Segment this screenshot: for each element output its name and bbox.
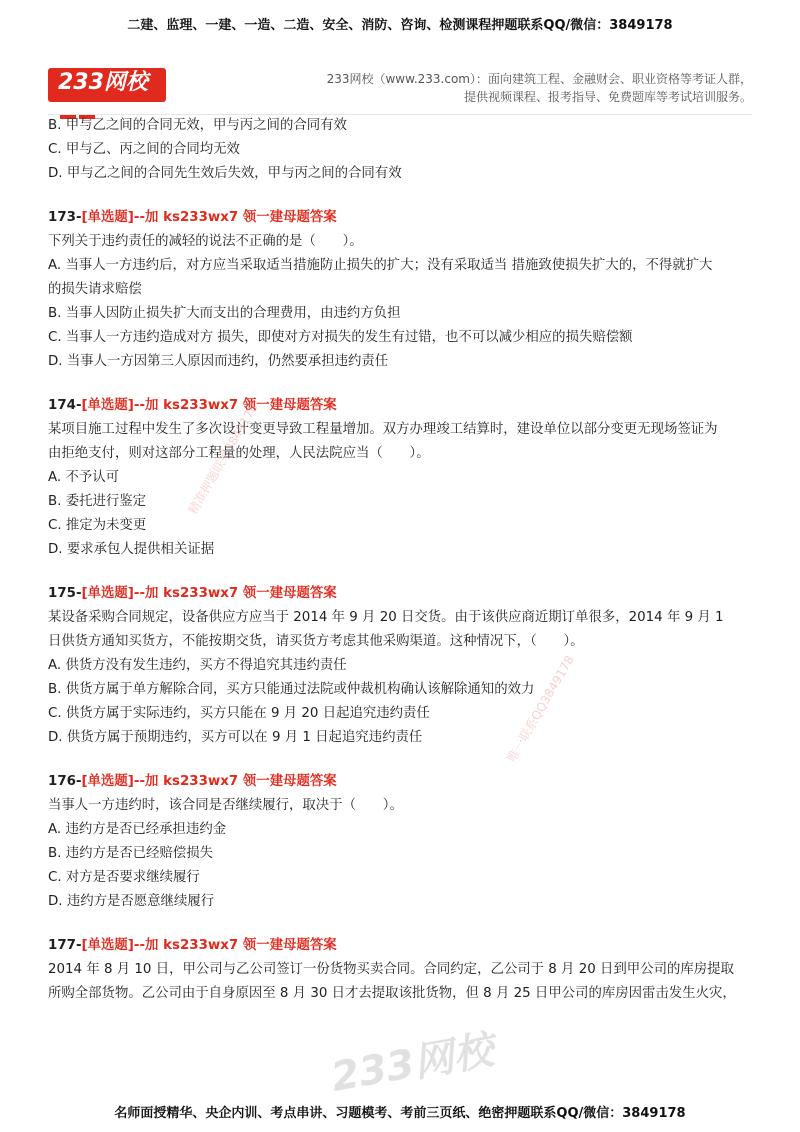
question-stem: 由拒绝支付，则对这部分工程量的处理，人民法院应当（ ）。 xyxy=(48,446,430,461)
question-number: 174- xyxy=(48,398,82,413)
question-number: 175- xyxy=(48,586,82,601)
header-info-line-1: 233网校（www.233.com）：面向建筑工程、金融财会、职业资格等考证人群， xyxy=(326,72,752,86)
question-option: D. 违约方是否愿意继续履行 xyxy=(48,894,215,909)
question-option: B. 当事人因防止损失扩大而支出的合理费用，由违约方负担 xyxy=(48,306,401,321)
question-tag: [单选题]--加 ks233wx7 领一建母题答案 xyxy=(81,398,337,413)
question-stem: 下列关于违约责任的减轻的说法不正确的是（ ）。 xyxy=(48,234,363,249)
question-option: A. 供货方没有发生违约，买方不得追究其违约责任 xyxy=(48,658,347,673)
question-number: 176- xyxy=(48,774,82,789)
question-option: A. 违约方是否已经承担违约金 xyxy=(48,822,227,837)
question-option: 的损失请求赔偿 xyxy=(48,282,142,297)
bottom-banner: 名师面授精华、央企内训、考点串讲、习题模考、考前三页纸、绝密押题联系QQ/微信：3849178 xyxy=(114,1106,686,1121)
brand-logo: 233网校 xyxy=(48,68,166,102)
watermark: 精准押题联系3849178 xyxy=(185,400,261,517)
question-stem: 某设备采购合同规定，设备供应方应当于 2014 年 9 月 20 日交货。由于该供应商近期订单很多，2014 年 9 月 1 xyxy=(48,610,724,625)
continuation-line: B. 甲与乙之间的合同无效，甲与丙之间的合同有效 xyxy=(48,118,347,133)
question-heading xyxy=(48,934,760,958)
question-option: D. 供货方属于预期违约，买方可以在 9 月 1 日起追究违约责任 xyxy=(48,730,423,745)
question-option: A. 当事人一方违约后，对方应当采取适当措施防止损失的扩大；没有采取适当 措施致使损失扩大的，不得就扩大 xyxy=(48,258,713,273)
question-number: 173- xyxy=(48,210,82,225)
header-info-line-2: 提供视频课程、报考指导、免费题库等考试培训服务。 xyxy=(463,90,752,104)
question-option: B. 委托进行鉴定 xyxy=(48,494,147,509)
question-stem: 2014 年 8 月 10 日，甲公司与乙公司签订一份货物买卖合同。合同约定，乙公司于 8 月 20 日到甲公司的库房提取 xyxy=(48,962,734,977)
question-tag: [单选题]--加 ks233wx7 领一建母题答案 xyxy=(81,586,337,601)
question-stem: 某项目施工过程中发生了多次设计变更导致工程量增加。双方办理竣工结算时，建设单位以部分变更无现场签证为 xyxy=(48,422,718,437)
question-number: 177- xyxy=(48,938,82,953)
question-tag: [单选题]--加 ks233wx7 领一建母题答案 xyxy=(81,210,337,225)
question-stem: 当事人一方违约时，该合同是否继续履行，取决于（ ）。 xyxy=(48,798,403,813)
question-option: A. 不予认可 xyxy=(48,470,119,485)
question-tag: [单选题]--加 ks233wx7 领一建母题答案 xyxy=(81,938,337,953)
question-option: D. 要求承包人提供相关证据 xyxy=(48,542,215,557)
question-content xyxy=(48,114,760,1006)
question-option: C. 对方是否要求继续履行 xyxy=(48,870,200,885)
question-tag: [单选题]--加 ks233wx7 领一建母题答案 xyxy=(81,774,337,789)
watermark-logo: 233网校 xyxy=(327,1027,497,1101)
question-option: C. 供货方属于实际违约，买方只能在 9 月 20 日起追究违约责任 xyxy=(48,706,430,721)
question-option: C. 当事人一方违约造成对方 损失，即使对方对损失的发生有过错，也不可以减少相应的损失赔偿额 xyxy=(48,330,633,345)
header-info xyxy=(327,70,752,106)
top-banner: 二建、监理、一建、一造、二造、安全、消防、咨询、检测课程押题联系QQ/微信：3849178 xyxy=(127,18,673,33)
question-heading xyxy=(48,582,760,606)
watermark: 唯一联系QQ3849178 xyxy=(504,653,577,765)
question-option: B. 违约方是否已经赔偿损失 xyxy=(48,846,213,861)
question-heading xyxy=(48,770,760,794)
brand-logo-sub: 233.com xyxy=(112,94,139,101)
question-heading xyxy=(48,394,760,418)
question-option: D. 当事人一方因第三人原因而违约，仍然要承担违约责任 xyxy=(48,354,389,369)
continuation-line: C. 甲与乙、丙之间的合同均无效 xyxy=(48,142,240,157)
question-heading xyxy=(48,206,760,230)
question-stem: 日供货方通知买货方，不能按期交货，请买货方考虑其他采购渠道。这种情况下，（ ）。 xyxy=(48,634,584,649)
continuation-line: D. 甲与乙之间的合同先生效后失效，甲与丙之间的合同有效 xyxy=(48,166,402,181)
question-option: C. 推定为未变更 xyxy=(48,518,147,533)
question-option: B. 供货方属于单方解除合同，买方只能通过法院或仲裁机构确认该解除通知的效力 xyxy=(48,682,535,697)
question-stem: 所购全部货物。乙公司由于自身原因至 8 月 30 日才去提取该批货物，但 8 月 25 日甲公司的库房因雷击发生火灾， xyxy=(48,986,736,1001)
